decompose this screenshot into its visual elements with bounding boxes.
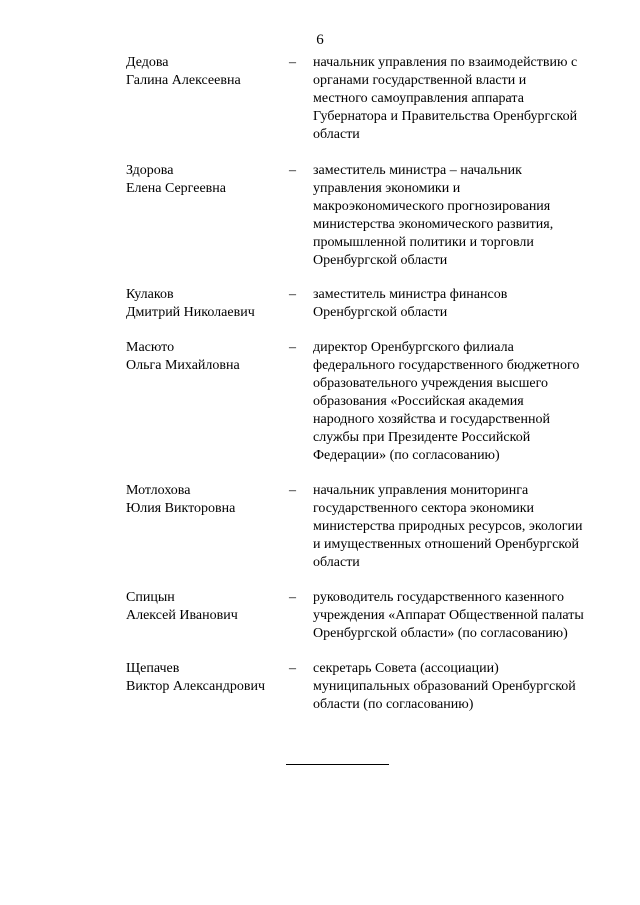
member-name (126, 339, 284, 375)
position-line: федерального государственного бюджетного (313, 358, 580, 373)
position-line: и имущественных отношений Оренбургской (313, 537, 579, 552)
member-name (126, 660, 284, 696)
member-surname: Мотлохова (126, 483, 191, 498)
member-given-names: Ольга Михайловна (126, 358, 240, 373)
position-line: начальник управления по взаимодействию с (313, 55, 578, 70)
position-line: заместитель министра – начальник (313, 163, 522, 178)
member-position (313, 286, 605, 322)
dash-separator: – (289, 287, 296, 302)
member-position (313, 589, 605, 643)
dash-separator: – (289, 163, 296, 178)
member-position (313, 660, 605, 714)
position-line: управления экономики и (313, 181, 461, 196)
position-line: руководитель государственного казенного (313, 590, 564, 605)
position-line: министерства экономического развития, (313, 217, 554, 232)
position-line: органами государственной власти и (313, 73, 527, 88)
position-line: муниципальных образований Оренбургской (313, 679, 576, 694)
position-line: заместитель министра финансов (313, 287, 508, 302)
position-line: области (313, 555, 360, 570)
member-position (313, 162, 605, 270)
member-surname: Кулаков (126, 287, 174, 302)
position-line: промышленной политики и торговли (313, 235, 534, 250)
member-name (126, 482, 284, 518)
position-line: образовательного учреждения высшего (313, 376, 548, 391)
member-given-names: Юлия Викторовна (126, 501, 236, 516)
member-surname: Спицын (126, 590, 175, 605)
dash-separator: – (289, 55, 296, 70)
position-line: местного самоуправления аппарата (313, 91, 524, 106)
dash-separator: – (289, 661, 296, 676)
position-line: директор Оренбургского филиала (313, 340, 514, 355)
position-line: секретарь Совета (ассоциации) (313, 661, 499, 676)
member-position (313, 54, 605, 144)
member-given-names: Галина Алексеевна (126, 73, 241, 88)
position-line: начальник управления мониторинга (313, 483, 529, 498)
member-name (126, 589, 284, 625)
member-position (313, 339, 605, 465)
member-surname: Масюто (126, 340, 175, 355)
member-position (313, 482, 605, 572)
position-line: Губернатора и Правительства Оренбургской (313, 109, 578, 124)
dash-separator: – (289, 590, 296, 605)
position-line: государственного сектора экономики (313, 501, 535, 516)
position-line: министерства природных ресурсов, экологии (313, 519, 583, 534)
dash-separator: – (289, 340, 296, 355)
position-line: Оренбургской области» (по согласованию) (313, 626, 568, 641)
position-line: Оренбургской области (313, 305, 448, 320)
position-line: народного хозяйства и государственной (313, 412, 550, 427)
position-line: учреждения «Аппарат Общественной палаты (313, 608, 584, 623)
member-name (126, 162, 284, 198)
dash-separator: – (289, 483, 296, 498)
position-line: Оренбургской области (313, 253, 448, 268)
position-line: макроэкономического прогнозирования (313, 199, 551, 214)
member-name (126, 54, 284, 90)
position-line: области (по согласованию) (313, 697, 474, 712)
member-surname: Дедова (126, 55, 169, 70)
member-name (126, 286, 284, 322)
position-line: службы при Президенте Российской (313, 430, 531, 445)
position-line: области (313, 127, 360, 142)
end-of-list-rule (286, 764, 389, 765)
position-line: Федерации» (по согласованию) (313, 448, 500, 463)
member-given-names: Виктор Александрович (126, 679, 266, 694)
page-number: 6 (316, 32, 324, 48)
member-surname: Здорова (126, 163, 174, 178)
member-surname: Щепачев (126, 661, 180, 676)
position-line: образования «Российская академия (313, 394, 524, 409)
member-given-names: Алексей Иванович (126, 608, 238, 623)
member-given-names: Елена Сергеевна (126, 181, 226, 196)
member-given-names: Дмитрий Николаевич (126, 305, 255, 320)
